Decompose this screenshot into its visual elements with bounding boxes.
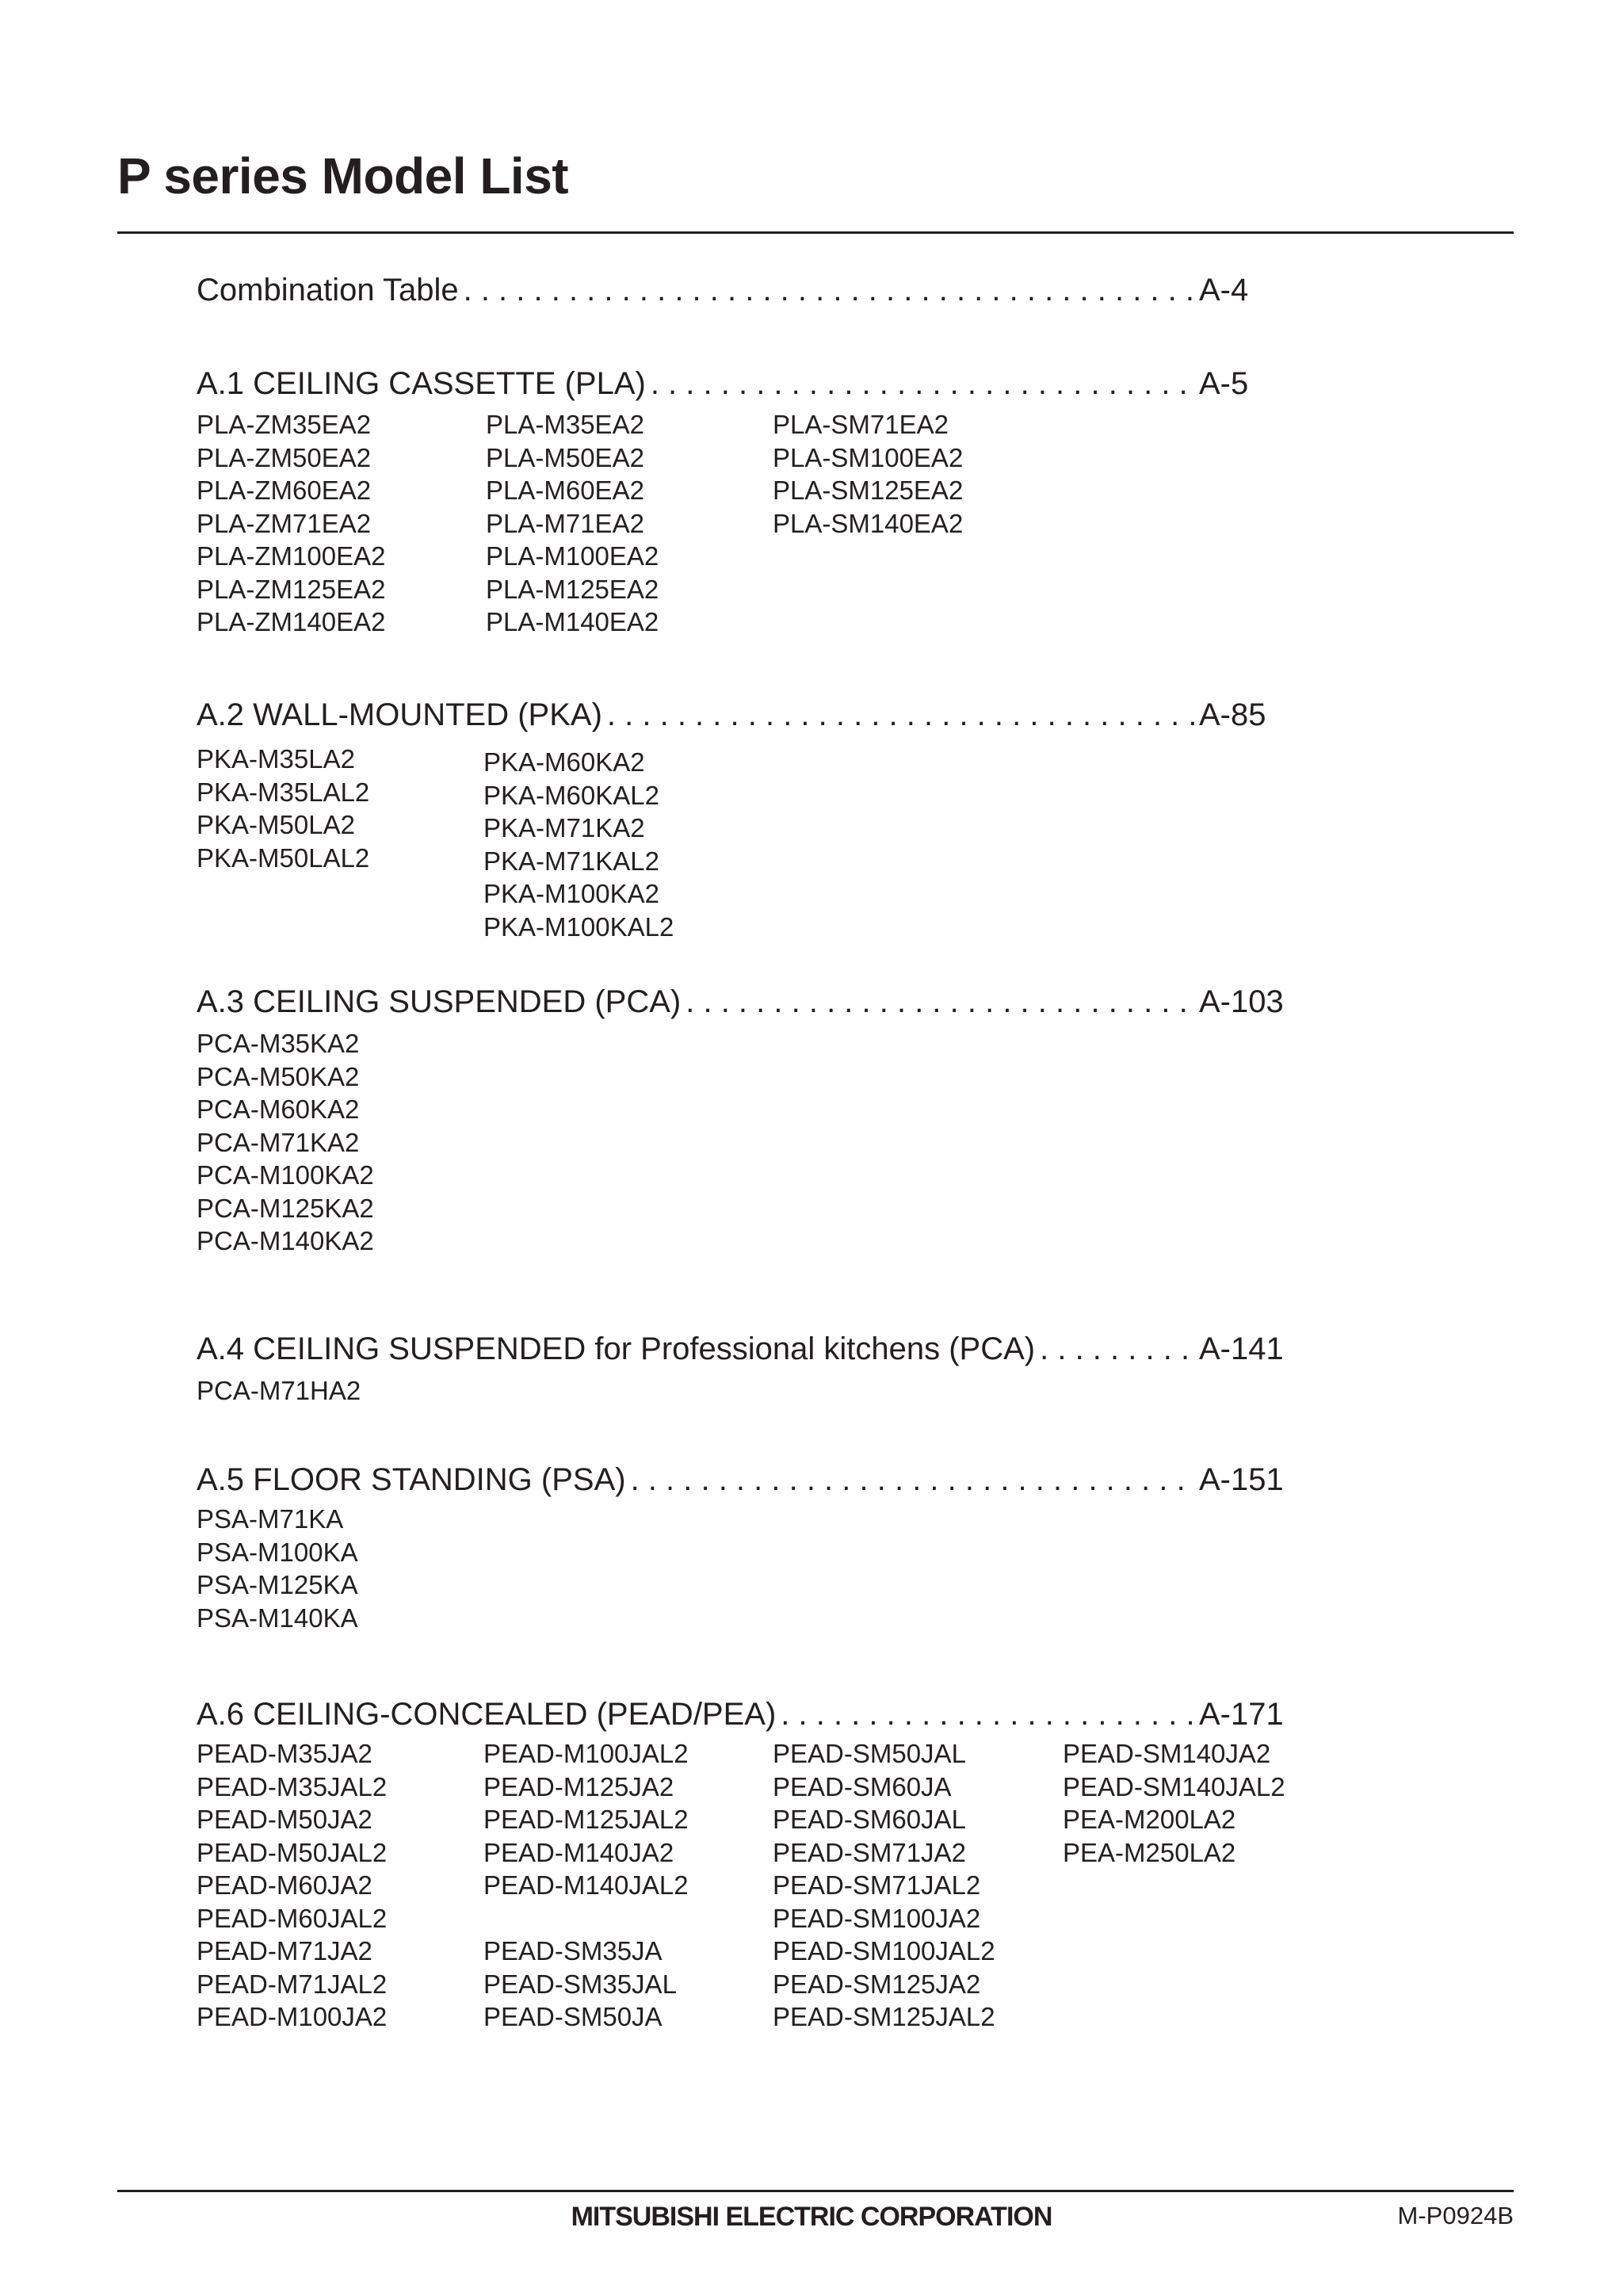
model-item: PCA-M71KA2 — [197, 1127, 360, 1157]
toc-entry-ceiling-concealed[interactable] — [197, 1697, 1290, 1732]
model-item: PEAD-SM125JAL2 — [773, 2002, 995, 2031]
model-item: PEAD-SM71JAL2 — [773, 1870, 981, 1900]
model-item: PEA-M250LA2 — [1063, 1837, 1236, 1867]
model-item: PSA-M140KA — [197, 1603, 358, 1633]
model-item: PLA-ZM35EA2 — [197, 410, 372, 439]
model-item: PEAD-SM60JAL — [773, 1805, 966, 1834]
model-item: PLA-ZM100EA2 — [197, 541, 386, 571]
model-column — [486, 408, 659, 639]
toc-page-number: A-103 — [1199, 984, 1284, 1019]
model-item: PCA-M125KA2 — [197, 1193, 374, 1223]
model-item: PEAD-SM71JA2 — [773, 1837, 966, 1867]
model-item: PEAD-M50JA2 — [197, 1805, 372, 1834]
model-item: PSA-M100KA — [197, 1537, 358, 1567]
toc-label: A.1 CEILING CASSETTE (PLA) — [197, 366, 646, 401]
model-item: PEAD-M60JA2 — [197, 1870, 372, 1900]
model-item: PEAD-SM35JAL — [483, 1969, 677, 1999]
model-item: PKA-M50LAL2 — [197, 842, 370, 873]
model-item: PLA-SM125EA2 — [773, 476, 964, 505]
model-item: PCA-M71HA2 — [197, 1376, 361, 1405]
model-column — [773, 1737, 995, 2034]
toc-leader-dots — [685, 984, 1194, 1019]
toc-entry-floor-standing[interactable] — [197, 1462, 1290, 1497]
model-column — [197, 1503, 358, 1634]
model-item: PKA-M35LAL2 — [197, 777, 370, 807]
model-item: PKA-M60KAL2 — [483, 780, 659, 810]
model-item: PEAD-M100JA2 — [197, 2002, 388, 2031]
model-item: PCA-M60KA2 — [197, 1095, 360, 1124]
toc-page-number: A-171 — [1199, 1697, 1284, 1732]
model-item: PEAD-M71JAL2 — [197, 1969, 388, 1999]
model-item: PKA-M35LA2 — [197, 744, 355, 774]
model-column — [197, 743, 369, 874]
toc-leader-dots — [464, 273, 1194, 308]
model-column — [483, 1737, 689, 2034]
toc-leader-dots — [1040, 1331, 1194, 1366]
model-item: PLA-M35EA2 — [486, 410, 644, 439]
toc-label: A.5 FLOOR STANDING (PSA) — [197, 1462, 626, 1497]
toc-entry-ceiling-cassette[interactable] — [197, 366, 1290, 401]
model-column — [483, 746, 674, 943]
model-item: PCA-M35KA2 — [197, 1029, 360, 1058]
toc-label: A.6 CEILING-CONCEALED (PEAD/PEA) — [197, 1697, 777, 1732]
model-item: PKA-M60KA2 — [483, 747, 645, 777]
toc-entry-wall-mounted[interactable] — [197, 697, 1290, 732]
toc-leader-dots — [631, 1462, 1194, 1497]
model-column — [197, 408, 385, 639]
footer-company: MITSUBISHI ELECTRIC CORPORATION — [571, 2202, 1052, 2232]
model-item: PLA-ZM125EA2 — [197, 574, 386, 604]
footer-document-code: M-P0924B — [1397, 2202, 1514, 2229]
model-column — [773, 408, 963, 540]
header-rule — [117, 231, 1514, 234]
model-item: PCA-M50KA2 — [197, 1061, 360, 1091]
model-item: PLA-SM71EA2 — [773, 410, 949, 439]
model-item: PCA-M140KA2 — [197, 1226, 374, 1255]
model-item: PLA-ZM71EA2 — [197, 508, 372, 538]
toc-page-number: A-151 — [1199, 1462, 1284, 1497]
model-item: PLA-SM100EA2 — [773, 442, 964, 472]
model-item: PEAD-M60JAL2 — [197, 1903, 388, 1933]
model-item: PEAD-M125JA2 — [483, 1771, 674, 1801]
model-item: PKA-M50LA2 — [197, 810, 355, 839]
model-item: PLA-M50EA2 — [486, 442, 644, 472]
model-item: PEAD-SM125JA2 — [773, 1969, 981, 1999]
model-item: PEAD-M50JAL2 — [197, 1837, 388, 1867]
model-item: PEAD-SM100JA2 — [773, 1903, 981, 1933]
model-item — [483, 1902, 689, 1935]
model-item: PEAD-SM100JAL2 — [773, 1936, 995, 1966]
model-item: PEAD-SM50JA — [483, 2002, 663, 2031]
model-item: PSA-M125KA — [197, 1570, 358, 1599]
toc-label: A.3 CEILING SUSPENDED (PCA) — [197, 984, 682, 1019]
model-item: PEAD-M100JAL2 — [483, 1739, 689, 1768]
model-column — [197, 1374, 361, 1408]
model-item: PEAD-SM50JAL — [773, 1739, 966, 1768]
model-item: PSA-M71KA — [197, 1504, 344, 1534]
model-item: PKA-M71KA2 — [483, 813, 645, 842]
model-item: PKA-M100KA2 — [483, 879, 659, 908]
model-item: PEAD-SM35JA — [483, 1936, 663, 1966]
model-item: PEAD-M35JA2 — [197, 1739, 372, 1768]
model-item: PLA-SM140EA2 — [773, 508, 964, 538]
toc-label: A.2 WALL-MOUNTED (PKA) — [197, 697, 602, 732]
model-item: PLA-M100EA2 — [486, 541, 659, 571]
toc-page-number: A-141 — [1199, 1331, 1284, 1366]
toc-page-number: A-5 — [1199, 366, 1249, 401]
model-item: PEAD-SM140JA2 — [1063, 1739, 1271, 1768]
footer-rule — [117, 2190, 1514, 2192]
model-item: PKA-M100KAL2 — [483, 911, 674, 942]
model-item: PLA-ZM140EA2 — [197, 607, 386, 636]
model-item: PLA-M60EA2 — [486, 476, 644, 505]
model-item: PLA-M125EA2 — [486, 574, 659, 604]
model-item: PEAD-SM140JAL2 — [1063, 1771, 1285, 1801]
toc-entry-combination-table[interactable] — [197, 273, 1290, 308]
toc-leader-dots — [607, 697, 1194, 732]
page-title: P series Model List — [117, 147, 569, 204]
model-column — [1063, 1737, 1285, 1869]
model-item: PCA-M100KA2 — [197, 1160, 374, 1190]
model-item: PEAD-M140JA2 — [483, 1837, 674, 1867]
model-item: PEAD-M140JAL2 — [483, 1870, 689, 1900]
model-item: PLA-ZM60EA2 — [197, 476, 372, 505]
toc-leader-dots — [651, 366, 1194, 401]
model-item: PLA-M71EA2 — [486, 508, 644, 538]
toc-entry-ceiling-suspended-kitchens[interactable] — [197, 1331, 1290, 1366]
toc-leader-dots — [781, 1697, 1194, 1732]
model-item: PEAD-M71JA2 — [197, 1936, 372, 1966]
model-column — [197, 1027, 374, 1258]
model-item: PLA-M140EA2 — [486, 607, 659, 636]
toc-page-number: A-4 — [1199, 273, 1249, 308]
model-column — [197, 1737, 387, 2034]
model-item: PKA-M71KAL2 — [483, 846, 659, 876]
toc-label: Combination Table — [197, 273, 459, 308]
model-item: PLA-ZM50EA2 — [197, 442, 372, 472]
model-item: PEAD-M35JAL2 — [197, 1771, 388, 1801]
model-item: PEA-M200LA2 — [1063, 1805, 1236, 1834]
model-item: PEAD-M125JAL2 — [483, 1805, 689, 1834]
toc-label: A.4 CEILING SUSPENDED for Professional kitchens (PCA) — [197, 1331, 1036, 1366]
model-item: PEAD-SM60JA — [773, 1771, 952, 1801]
toc-entry-ceiling-suspended[interactable] — [197, 984, 1290, 1019]
toc-page-number: A-85 — [1199, 697, 1266, 732]
